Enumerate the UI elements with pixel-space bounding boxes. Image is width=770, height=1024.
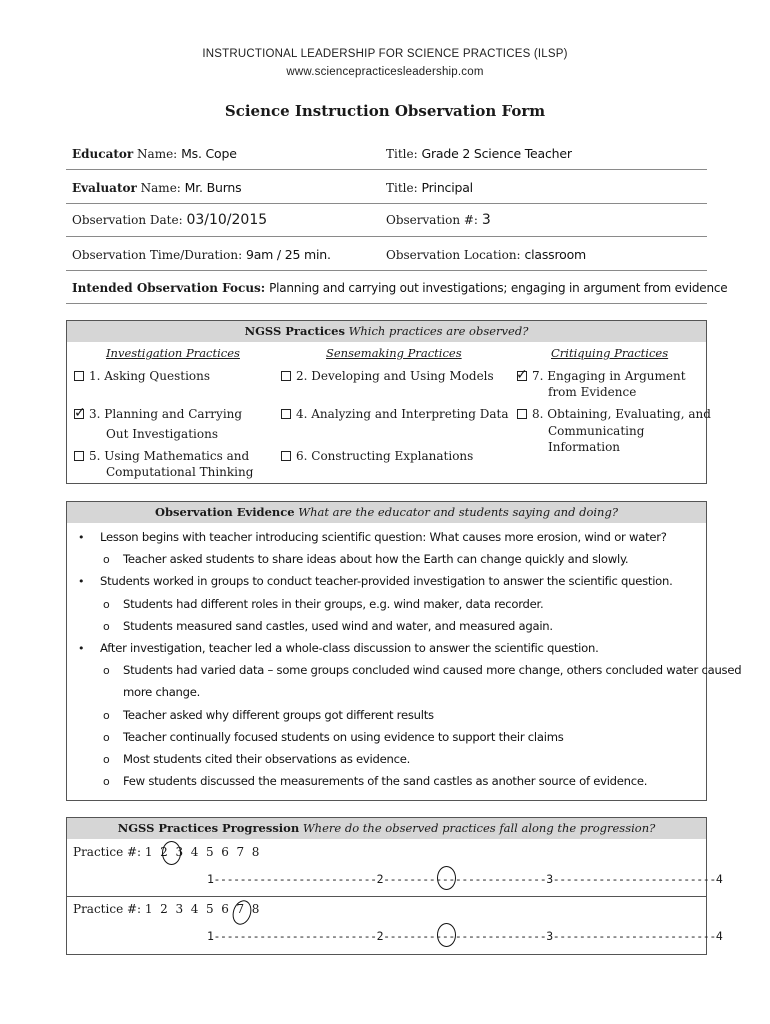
practice-3-label-line1: 3. Planning and Carrying <box>89 407 243 421</box>
date-label: Observation Date: <box>72 213 183 227</box>
educator-title: Grade 2 Science Teacher <box>421 146 572 161</box>
evidence-line: Students worked in groups to conduct teacher-provided investigation to answer the scientific question. <box>100 574 673 589</box>
form-title: Science Instruction Observation Form <box>224 102 546 120</box>
observation-focus: Planning and carrying out investigations; engaging in argument from evidence <box>269 281 728 295</box>
progression-band-text <box>67 818 706 835</box>
evidence-line: more change. <box>123 685 201 700</box>
practice-2-checkbox[interactable] <box>281 371 291 381</box>
progression-divider <box>67 896 706 897</box>
check-mark-icon: ✓ <box>74 405 86 421</box>
practice-4-checkbox[interactable] <box>281 409 291 419</box>
sub-bullet-icon: o <box>103 775 110 789</box>
evidence-band-question: What are the educator and students saying and doing? <box>298 505 618 519</box>
evidence-line: Students had varied data – some groups concluded wind caused more change, others concluded water caused <box>123 663 742 678</box>
practice-6-label: 6. Constructing Explanations <box>296 449 474 463</box>
investigation-practices-heading: Investigation Practices <box>106 346 240 360</box>
practice-3-option[interactable] <box>74 406 242 422</box>
practice-6-option[interactable] <box>281 448 473 464</box>
evidence-line: Lesson begins with teacher introducing scientific question: What causes more erosion, wind or water? <box>100 530 667 544</box>
bullet-icon: • <box>78 575 85 589</box>
educator-row <box>72 146 237 161</box>
practice-3-checkbox[interactable] <box>74 405 86 421</box>
practice-number-label: Practice #: <box>73 845 142 859</box>
practices-band <box>67 321 706 342</box>
progression-band-question: Where do the observed practices fall along the progression? <box>302 821 656 835</box>
sub-bullet-icon: o <box>103 730 110 744</box>
sub-bullet-icon: o <box>103 753 110 766</box>
progression-row-2-scale: 1-------------------------2-------------------------3-------------------------4 <box>207 929 723 943</box>
educator-name-label: Name: <box>137 147 178 161</box>
divider <box>66 236 707 237</box>
practices-band-question: Which practices are observed? <box>348 324 529 338</box>
org-header: INSTRUCTIONAL LEADERSHIP FOR SCIENCE PRACTICES (ILSP) <box>202 48 568 60</box>
evidence-band-title: Observation Evidence <box>154 505 295 519</box>
practice-2-label: 2. Developing and Using Models <box>296 369 494 383</box>
number-label: Observation #: <box>386 213 478 227</box>
focus-row <box>72 281 727 295</box>
evidence-line: Most students cited their observations as evidence. <box>123 752 411 766</box>
educator-name: Ms. Cope <box>181 146 237 161</box>
sensemaking-practices-heading: Sensemaking Practices <box>326 346 462 360</box>
evidence-line: Students had different roles in their groups, e.g. wind maker, data recorder. <box>123 596 544 611</box>
location-row <box>386 247 586 262</box>
evidence-line: Teacher asked students to share ideas about how the Earth can change quickly and slowly. <box>123 552 629 567</box>
practices-band-title: NGSS Practices <box>244 324 345 338</box>
practice-7-option[interactable] <box>517 368 686 384</box>
sub-bullet-icon: o <box>103 553 110 567</box>
practice-8-label-line3: Information <box>548 440 621 454</box>
observation-time: 9am / 25 min. <box>245 247 331 262</box>
focus-label: Intended Observation Focus: <box>72 281 266 295</box>
practice-5-label-line1: 5. Using Mathematics and <box>89 449 250 463</box>
practice-number-options: 1 2 3 4 5 6 7 8 <box>144 902 260 916</box>
educator-label: Educator <box>72 147 134 161</box>
practice-1-label: 1. Asking Questions <box>89 369 211 383</box>
time-row <box>72 247 331 262</box>
evaluator-label: Evaluator <box>72 181 137 195</box>
practice-selection-circle <box>162 841 181 865</box>
sub-bullet-icon: o <box>103 664 110 678</box>
practice-8-option[interactable] <box>517 406 711 422</box>
practice-7-label-line2: from Evidence <box>548 385 637 399</box>
sub-bullet-icon: o <box>103 597 110 611</box>
practice-5-label-line2: Computational Thinking <box>106 465 254 479</box>
practices-band-text <box>67 321 706 338</box>
critiquing-practices-heading: Critiquing Practices <box>551 346 669 360</box>
level-selection-circle <box>437 923 456 947</box>
location-label: Observation Location: <box>386 248 521 262</box>
educator-title-label: Title: <box>386 147 418 161</box>
evaluator-title: Principal <box>421 180 473 195</box>
divider <box>66 270 707 271</box>
evidence-line: Students measured sand castles, used wind and water, and measured again. <box>123 618 553 633</box>
bullet-icon: • <box>78 531 85 544</box>
practice-2-option[interactable] <box>281 368 494 384</box>
divider <box>66 203 707 204</box>
educator-title-row <box>386 146 572 161</box>
evidence-band <box>67 502 706 523</box>
divider <box>66 169 707 170</box>
evidence-line: Few students discussed the measurements of the sand castles as another source of evidence. <box>123 774 648 789</box>
evaluator-title-label: Title: <box>386 181 418 195</box>
practice-6-checkbox[interactable] <box>281 451 291 461</box>
practice-number-options: 1 2 3 4 5 6 7 8 <box>144 845 260 859</box>
evidence-band-text <box>67 502 706 519</box>
org-website: www.sciencepracticesleadership.com <box>286 66 484 78</box>
evaluator-name-label: Name: <box>140 181 181 195</box>
practice-3-label-line2: Out Investigations <box>106 427 218 441</box>
evidence-line: After investigation, teacher led a whole-class discussion to answer the scientific question. <box>100 641 599 655</box>
evidence-line: Teacher asked why different groups got different results <box>123 707 434 722</box>
practice-8-checkbox[interactable] <box>517 409 527 419</box>
evaluator-name: Mr. Burns <box>184 180 242 195</box>
practice-7-label-line1: 7. Engaging in Argument <box>532 369 686 383</box>
date-row <box>72 212 267 228</box>
practice-5-option[interactable] <box>74 448 249 464</box>
practice-4-label: 4. Analyzing and Interpreting Data <box>296 407 509 421</box>
sub-bullet-icon: o <box>103 619 110 633</box>
practice-5-checkbox[interactable] <box>74 451 84 461</box>
practice-1-checkbox[interactable] <box>74 371 84 381</box>
evaluator-title-row <box>386 180 473 195</box>
check-mark-icon: ✓ <box>516 367 528 383</box>
progression-band <box>67 818 706 839</box>
practice-4-option[interactable] <box>281 406 508 422</box>
evaluator-row <box>72 180 241 195</box>
bullet-icon: • <box>78 642 85 655</box>
number-row <box>386 212 491 228</box>
divider <box>66 303 707 304</box>
observation-number: 3 <box>481 212 491 228</box>
practice-8-label-line1: 8. Obtaining, Evaluating, and <box>532 407 711 421</box>
sub-bullet-icon: o <box>103 708 110 722</box>
practice-8-label-line2: Communicating <box>548 424 645 438</box>
progression-row-1-scale: 1-------------------------2-------------------------3-------------------------4 <box>207 872 723 886</box>
practice-1-option[interactable] <box>74 368 210 384</box>
practice-number-label: Practice #: <box>73 902 142 916</box>
time-label: Observation Time/Duration: <box>72 248 243 262</box>
level-selection-circle <box>437 866 456 890</box>
observation-date: 03/10/2015 <box>186 212 268 228</box>
practice-7-checkbox[interactable] <box>516 367 528 383</box>
progression-band-title: NGSS Practices Progression <box>117 821 300 835</box>
evidence-line: Teacher continually focused students on using evidence to support their claims <box>123 729 564 744</box>
observation-location: classroom <box>524 247 587 262</box>
